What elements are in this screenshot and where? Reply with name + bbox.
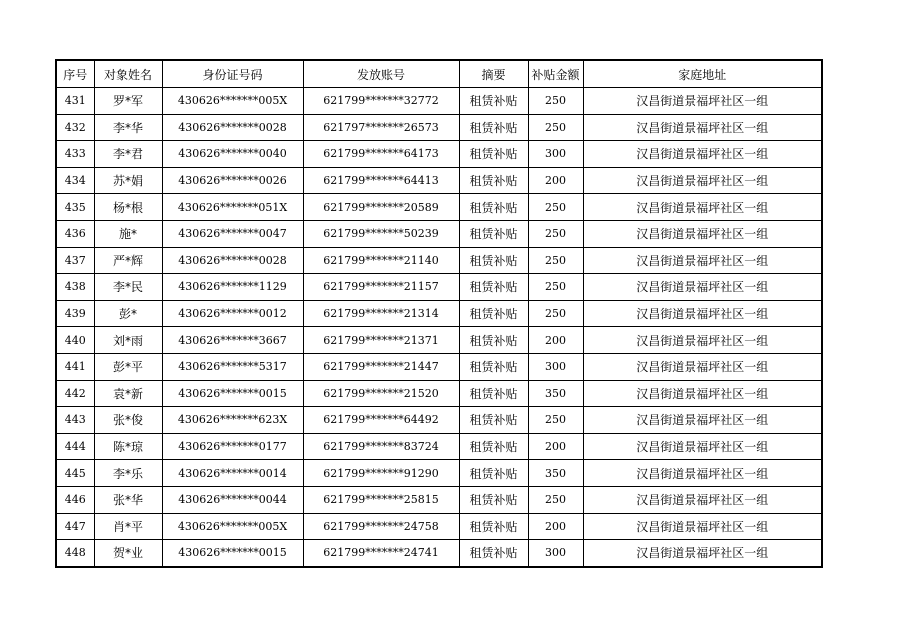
row-id-number: 430626*******3667 <box>162 327 303 354</box>
row-account: 621799*******21157 <box>303 274 459 301</box>
table-row <box>56 486 822 513</box>
row-account: 621799*******21140 <box>303 247 459 274</box>
row-address: 汉昌街道景福坪社区一组 <box>583 433 822 460</box>
table-row <box>56 460 822 487</box>
row-amount: 250 <box>528 247 583 274</box>
row-amount: 200 <box>528 167 583 194</box>
row-amount: 300 <box>528 141 583 168</box>
row-account: 621799*******64492 <box>303 407 459 434</box>
row-amount: 200 <box>528 513 583 540</box>
row-amount: 250 <box>528 407 583 434</box>
row-summary: 租赁补贴 <box>459 194 528 221</box>
row-address: 汉昌街道景福坪社区一组 <box>583 220 822 247</box>
row-summary: 租赁补贴 <box>459 247 528 274</box>
row-address: 汉昌街道景福坪社区一组 <box>583 300 822 327</box>
row-index: 448 <box>56 540 94 567</box>
row-summary: 租赁补贴 <box>459 327 528 354</box>
table-row <box>56 88 822 115</box>
row-account: 621799*******64173 <box>303 141 459 168</box>
col-header-id-number: 身份证号码 <box>162 60 303 88</box>
row-id-number: 430626*******0014 <box>162 460 303 487</box>
row-name: 罗*军 <box>94 88 162 115</box>
row-name: 彭* <box>94 300 162 327</box>
table-row <box>56 220 822 247</box>
row-name: 施* <box>94 220 162 247</box>
row-account: 621799*******83724 <box>303 433 459 460</box>
row-amount: 300 <box>528 353 583 380</box>
row-amount: 250 <box>528 274 583 301</box>
row-account: 621799*******91290 <box>303 460 459 487</box>
row-summary: 租赁补贴 <box>459 407 528 434</box>
row-index: 434 <box>56 167 94 194</box>
row-account: 621799*******24758 <box>303 513 459 540</box>
row-summary: 租赁补贴 <box>459 540 528 567</box>
table-row <box>56 433 822 460</box>
row-index: 439 <box>56 300 94 327</box>
table-row <box>56 513 822 540</box>
row-amount: 250 <box>528 114 583 141</box>
row-index: 435 <box>56 194 94 221</box>
col-header-summary: 摘要 <box>459 60 528 88</box>
row-summary: 租赁补贴 <box>459 300 528 327</box>
row-address: 汉昌街道景福坪社区一组 <box>583 513 822 540</box>
row-amount: 250 <box>528 300 583 327</box>
row-id-number: 430626*******0040 <box>162 141 303 168</box>
row-amount: 350 <box>528 460 583 487</box>
row-name: 李*民 <box>94 274 162 301</box>
row-name: 刘*雨 <box>94 327 162 354</box>
row-id-number: 430626*******0015 <box>162 540 303 567</box>
row-name: 张*华 <box>94 486 162 513</box>
row-name: 彭*平 <box>94 353 162 380</box>
table-row <box>56 327 822 354</box>
table-row <box>56 300 822 327</box>
col-header-index: 序号 <box>56 60 94 88</box>
row-account: 621799*******21520 <box>303 380 459 407</box>
row-amount: 250 <box>528 220 583 247</box>
row-id-number: 430626*******0012 <box>162 300 303 327</box>
row-summary: 租赁补贴 <box>459 460 528 487</box>
row-amount: 200 <box>528 433 583 460</box>
col-header-address: 家庭地址 <box>583 60 822 88</box>
row-name: 袁*新 <box>94 380 162 407</box>
row-summary: 租赁补贴 <box>459 167 528 194</box>
row-account: 621799*******24741 <box>303 540 459 567</box>
row-summary: 租赁补贴 <box>459 353 528 380</box>
row-summary: 租赁补贴 <box>459 486 528 513</box>
row-address: 汉昌街道景福坪社区一组 <box>583 407 822 434</box>
table-row <box>56 114 822 141</box>
row-name: 陈*琼 <box>94 433 162 460</box>
table-row <box>56 540 822 567</box>
row-index: 431 <box>56 88 94 115</box>
row-account: 621799*******21314 <box>303 300 459 327</box>
row-index: 437 <box>56 247 94 274</box>
row-id-number: 430626*******0026 <box>162 167 303 194</box>
row-address: 汉昌街道景福坪社区一组 <box>583 194 822 221</box>
row-id-number: 430626*******0028 <box>162 114 303 141</box>
row-name: 李*乐 <box>94 460 162 487</box>
row-address: 汉昌街道景福坪社区一组 <box>583 114 822 141</box>
row-index: 433 <box>56 141 94 168</box>
row-amount: 250 <box>528 486 583 513</box>
row-summary: 租赁补贴 <box>459 513 528 540</box>
row-amount: 300 <box>528 540 583 567</box>
row-name: 李*华 <box>94 114 162 141</box>
row-summary: 租赁补贴 <box>459 433 528 460</box>
row-name: 贺*业 <box>94 540 162 567</box>
col-header-name: 对象姓名 <box>94 60 162 88</box>
row-index: 445 <box>56 460 94 487</box>
row-index: 436 <box>56 220 94 247</box>
row-id-number: 430626*******005X <box>162 88 303 115</box>
table-row <box>56 194 822 221</box>
row-index: 444 <box>56 433 94 460</box>
table-row <box>56 167 822 194</box>
row-summary: 租赁补贴 <box>459 141 528 168</box>
row-address: 汉昌街道景福坪社区一组 <box>583 353 822 380</box>
row-address: 汉昌街道景福坪社区一组 <box>583 167 822 194</box>
row-summary: 租赁补贴 <box>459 380 528 407</box>
row-amount: 350 <box>528 380 583 407</box>
row-name: 苏*娟 <box>94 167 162 194</box>
row-index: 438 <box>56 274 94 301</box>
row-account: 621799*******21371 <box>303 327 459 354</box>
subsidy-table <box>55 59 823 568</box>
row-address: 汉昌街道景福坪社区一组 <box>583 327 822 354</box>
row-account: 621799*******32772 <box>303 88 459 115</box>
row-account: 621799*******21447 <box>303 353 459 380</box>
row-id-number: 430626*******1129 <box>162 274 303 301</box>
row-index: 443 <box>56 407 94 434</box>
table-row <box>56 353 822 380</box>
row-account: 621799*******50239 <box>303 220 459 247</box>
row-id-number: 430626*******0047 <box>162 220 303 247</box>
row-summary: 租赁补贴 <box>459 220 528 247</box>
table-row <box>56 141 822 168</box>
row-id-number: 430626*******623X <box>162 407 303 434</box>
row-account: 621799*******25815 <box>303 486 459 513</box>
col-header-account: 发放账号 <box>303 60 459 88</box>
row-address: 汉昌街道景福坪社区一组 <box>583 486 822 513</box>
row-summary: 租赁补贴 <box>459 114 528 141</box>
row-address: 汉昌街道景福坪社区一组 <box>583 274 822 301</box>
row-name: 严*辉 <box>94 247 162 274</box>
table-row <box>56 407 822 434</box>
table-row <box>56 380 822 407</box>
row-address: 汉昌街道景福坪社区一组 <box>583 247 822 274</box>
row-address: 汉昌街道景福坪社区一组 <box>583 380 822 407</box>
row-address: 汉昌街道景福坪社区一组 <box>583 141 822 168</box>
table-row <box>56 274 822 301</box>
row-amount: 200 <box>528 327 583 354</box>
row-summary: 租赁补贴 <box>459 274 528 301</box>
row-id-number: 430626*******051X <box>162 194 303 221</box>
row-account: 621799*******20589 <box>303 194 459 221</box>
row-index: 447 <box>56 513 94 540</box>
row-address: 汉昌街道景福坪社区一组 <box>583 540 822 567</box>
row-name: 张*俊 <box>94 407 162 434</box>
row-index: 446 <box>56 486 94 513</box>
header-row <box>56 60 822 88</box>
row-amount: 250 <box>528 88 583 115</box>
row-summary: 租赁补贴 <box>459 88 528 115</box>
row-name: 李*君 <box>94 141 162 168</box>
row-id-number: 430626*******0028 <box>162 247 303 274</box>
row-amount: 250 <box>528 194 583 221</box>
row-name: 杨*根 <box>94 194 162 221</box>
table-row <box>56 247 822 274</box>
row-index: 442 <box>56 380 94 407</box>
row-name: 肖*平 <box>94 513 162 540</box>
row-id-number: 430626*******0177 <box>162 433 303 460</box>
row-address: 汉昌街道景福坪社区一组 <box>583 88 822 115</box>
row-account: 621799*******64413 <box>303 167 459 194</box>
row-index: 432 <box>56 114 94 141</box>
row-account: 621797*******26573 <box>303 114 459 141</box>
row-id-number: 430626*******005X <box>162 513 303 540</box>
row-id-number: 430626*******0044 <box>162 486 303 513</box>
row-id-number: 430626*******0015 <box>162 380 303 407</box>
row-address: 汉昌街道景福坪社区一组 <box>583 460 822 487</box>
col-header-amount: 补贴金额 <box>528 60 583 88</box>
row-id-number: 430626*******5317 <box>162 353 303 380</box>
row-index: 440 <box>56 327 94 354</box>
row-index: 441 <box>56 353 94 380</box>
